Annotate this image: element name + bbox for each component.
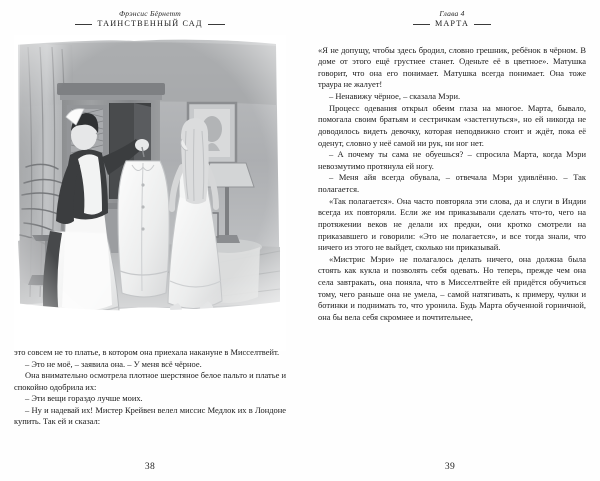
running-head-chapter-label: Глава 4: [439, 9, 465, 18]
paragraph: «Я не допущу, чтобы здесь бродил, словно грешник, ребёнок в чёрном. В доме от этого ещё грустнее станет. Оденьте её в цветное». Матушка говорит, что она его понимает. Матушка всегда понимает. Она тоже траура не жалует!: [318, 44, 586, 90]
running-head-title-row: [318, 20, 586, 29]
rule-right-icon: [208, 24, 225, 25]
running-head-right: [318, 10, 586, 29]
right-page-text: [318, 45, 586, 324]
page-number-left: 38: [144, 461, 156, 472]
paragraph: – Ненавижу чёрное, – сказала Мэри.: [329, 91, 461, 102]
running-head-book-title: ТАИНСТВЕННЫЙ САД: [97, 18, 203, 28]
right-page: [300, 0, 600, 481]
paragraph: – Это не моё, – заявила она. – У меня всё чёрное.: [25, 358, 202, 369]
paragraph: – Эти вещи гораздо лучше моих.: [25, 393, 143, 403]
running-head-title-row: [14, 20, 286, 29]
page-number-right: 39: [444, 461, 456, 472]
paragraph: – Меня айя всегда обувала, – отвечала Мэри удивлённо. – Так полагается.: [318, 172, 586, 195]
rule-right-icon: [474, 24, 491, 25]
paragraph: «Мистрис Мэри» не полагалось делать ничего, она должна была стоять как кукла и позволять себя одевать. Но теперь, прежде чем она села завтракать, она поняла, что в Мисселтвейте ей придётся обучиться тому, чего раньше она не умела, – самой натягивать, к примеру, чулки и ботинки и поднимать то, что уронила. Будь Марта обученной горничной, она бы вела себя скромнее и почтительнее,: [318, 253, 586, 322]
paragraph: Процесс одевания открыл обеим глаза на многое. Марта, бывало, помогала своим братьям и сестричкам «застегнуться», но ей никогда не доводилось видеть девочку, которая неподвижно стоит и ждёт, пока её оденут, словно у неё самой ни рук, ни ног нет.: [318, 102, 586, 148]
right-body-text: [318, 45, 586, 324]
running-head-left: [14, 10, 286, 29]
paragraph: – Ну и надевай их! Мистер Крейвен велел миссис Медлок их в Лондоне купить. Так ей и сказал:: [14, 404, 286, 426]
running-head-chapter-title: МАРТА: [434, 18, 470, 28]
rule-left-icon: [413, 24, 430, 25]
paragraph: «Так полагается». Она часто повторяла эти слова, да и слуги в Индии всегда их повторяли. Если же им приказывали сделать что-то, чего на протяжении веков не делали их предки, они кротко смотрели на приказавшего и говорили: «Это не полагается», и все тогда знали, что ничего из этого не выйдет, сколько ни приказывай.: [318, 195, 586, 253]
left-page-text: [14, 347, 286, 428]
paragraph: это совсем не то платье, в котором она приехала накануне в Мисселтвейт.: [14, 347, 280, 357]
paragraph: – А почему ты сама не обуешься? – спросила Марта, когда Мэри невозмутимо протянула ей ногу.: [318, 149, 586, 171]
running-head-author: Фрэнсис Бёрнетт: [118, 9, 181, 18]
chapter-illustration: [14, 35, 286, 351]
rule-left-icon: [75, 24, 92, 25]
paragraph: Она внимательно осмотрела плотное шерстяное белое пальто и платье и спокойно одобрила их:: [14, 370, 286, 392]
left-body-text: [14, 347, 286, 428]
